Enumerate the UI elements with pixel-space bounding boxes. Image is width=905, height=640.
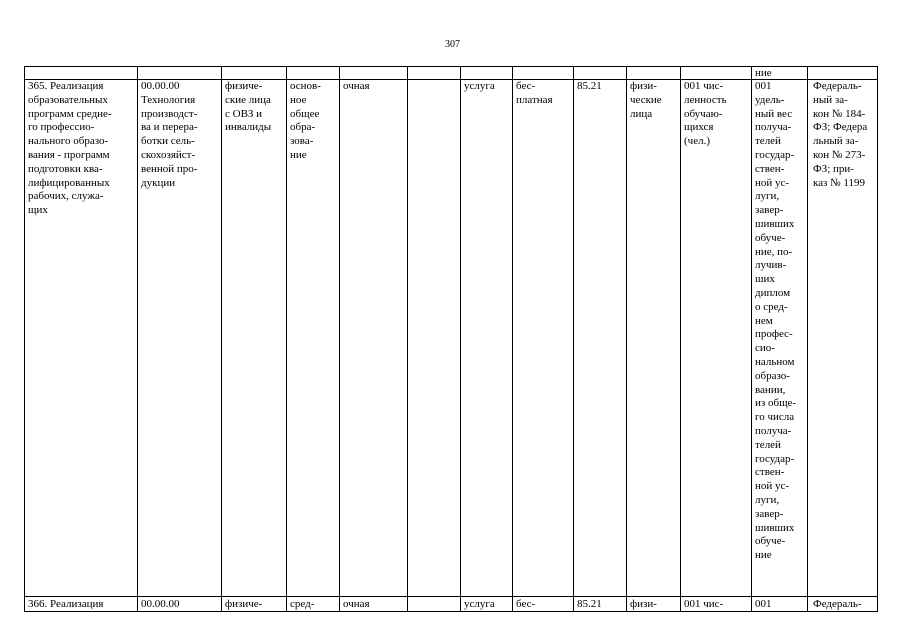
- service-type-cell: услуга: [461, 80, 513, 597]
- table-cell: [574, 67, 627, 80]
- service-name-cell: 366. Реализация: [25, 597, 138, 612]
- study-form-cell: очная: [340, 80, 408, 597]
- table-row-365: [25, 80, 878, 597]
- table-cell: [513, 67, 574, 80]
- service-name-cell: 365. Реализация образовательных программ средне- го профессио- нального образо- вания - программ подготовки ква- лифицированных рабочих, служа- щих: [25, 80, 138, 597]
- table-row-continuation: [25, 67, 878, 80]
- payment-type-cell: бес-: [513, 597, 574, 612]
- quality-indicator-cell: 001 удель- ный вес получа- телей государ- ствен- ной ус- луги, завер- шивших обуче- ние, по- лучив- ших диплом о сред- нем профес- сио- нальном образо- вании, из обще- го числа получа- телей государ- ствен- ной ус- луги, завер- шивших обуче- ние: [752, 80, 808, 597]
- table-cell: [461, 67, 513, 80]
- payment-type-cell: бес- платная: [513, 80, 574, 597]
- table-cell: [340, 67, 408, 80]
- specialty-cell: 00.00.00: [138, 597, 222, 612]
- table-cell: [138, 67, 222, 80]
- legal-basis-cell: Федераль- ный за- кон № 184- ФЗ; Федера льный за- кон № 273- ФЗ; при- каз № 1199: [808, 80, 878, 597]
- table-cell: [627, 67, 681, 80]
- consumer-category-cell: физиче-: [222, 597, 287, 612]
- education-level-cell: основ- ное общее обра- зова- ние: [287, 80, 340, 597]
- empty-cell: [408, 597, 461, 612]
- services-table: [24, 66, 878, 612]
- table-row-366: [25, 597, 878, 612]
- specialty-cell: 00.00.00 Технология производст- ва и перера- ботки сель- скохозяйст- венной про- дукции: [138, 80, 222, 597]
- table-cell: [25, 67, 138, 80]
- consumer-category-cell: физиче- ские лица с ОВЗ и инвалиды: [222, 80, 287, 597]
- volume-indicator-cell: 001 чис- ленность обучаю- щихся (чел.): [681, 80, 752, 597]
- education-level-cell: сред-: [287, 597, 340, 612]
- recipients-cell: физи- ческие лица: [627, 80, 681, 597]
- table-cell: [408, 67, 461, 80]
- empty-cell: [408, 80, 461, 597]
- legal-basis-cell: Федераль-: [808, 597, 878, 612]
- page-number: 307: [445, 39, 460, 50]
- volume-indicator-cell: 001 чис-: [681, 597, 752, 612]
- quality-indicator-cell: 001: [752, 597, 808, 612]
- recipients-cell: физи-: [627, 597, 681, 612]
- okved-code-cell: 85.21: [574, 597, 627, 612]
- table-cell: [287, 67, 340, 80]
- service-type-cell: услуга: [461, 597, 513, 612]
- table-cell: [222, 67, 287, 80]
- table-cell: ние: [752, 67, 808, 80]
- table-cell: [681, 67, 752, 80]
- study-form-cell: очная: [340, 597, 408, 612]
- table-cell: [808, 67, 878, 80]
- okved-code-cell: 85.21: [574, 80, 627, 597]
